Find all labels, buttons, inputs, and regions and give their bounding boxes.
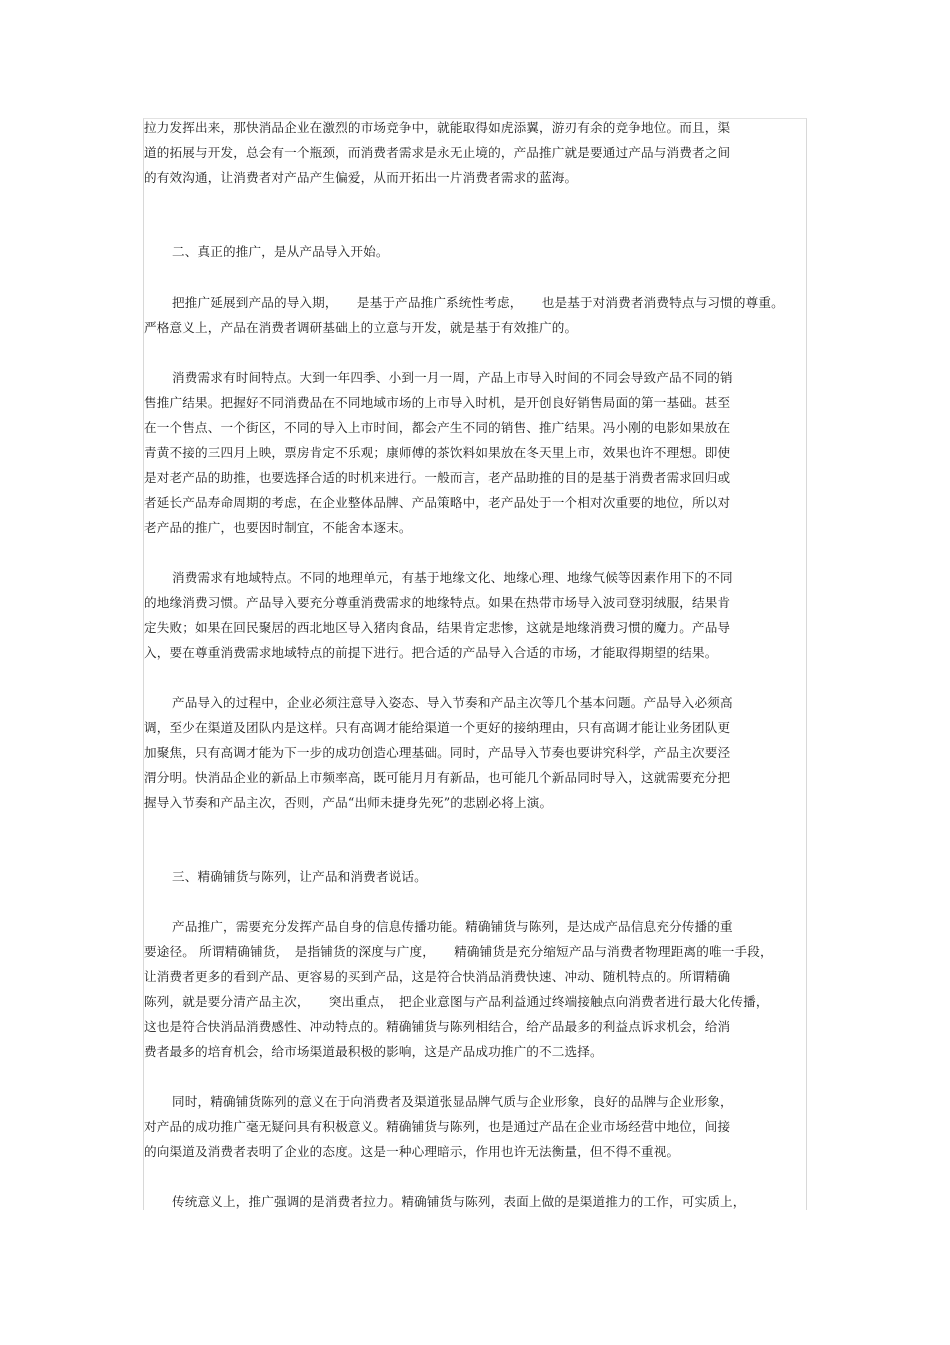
paragraph-line: 握导入节奏和产品主次，否则，产品“出师未捷身先死”的悲剧必将上演。 [144,795,553,810]
paragraph-line: 传统意义上，推广强调的是消费者拉力。精确铺货与陈列，表面上做的是渠道推力的工作，可实质上， [172,1194,746,1209]
paragraph-line: 入，要在尊重消费需求地域特点的前提下进行。把合适的产品导入合适的市场，才能取得期望的结果。 [144,645,718,660]
paragraph-line: 消费需求有时间特点。大到一年四季、小到一月一周，产品上市导入时间的不同会导致产品不同的销 [172,370,733,385]
paragraph-line: 定失败；如果在回民聚居的西北地区导入猪肉食品，结果肯定悲惨，这就是地缘消费习惯的魔力。产品导 [144,620,731,635]
paragraph-line: 调，至少在渠道及团队内是这样。只有高调才能给渠道一个更好的接纳理由，只有高调才能让业务团队更 [144,720,731,735]
paragraph-line: 产品推广，需要充分发挥产品自身的信息传播功能。精确铺货与陈列，是达成产品信息充分传播的重 [172,919,733,934]
paragraph-line: 的有效沟通，让消费者对产品产生偏爱，从而开拓出一片消费者需求的蓝海。 [144,170,578,185]
paragraph-line: 是对老产品的助推，也要选择合适的时机来进行。一般而言，老产品助推的目的是基于消费者需求回归或 [144,470,731,485]
section-heading: 二、真正的推广，是从产品导入开始。 [172,244,389,259]
paragraph-line: 拉力发挥出来，那快消品企业在激烈的市场竞争中，就能取得如虎添翼，游刃有余的竞争地位。而且，渠 [144,120,731,135]
section-heading: 三、精确铺货与陈列，让产品和消费者说话。 [172,869,427,884]
paragraph-line: 的向渠道及消费者表明了企业的态度。这是一种心理暗示，作用也许无法衡量，但不得不重视。 [144,1144,680,1159]
paragraph-line: 严格意义上，产品在消费者调研基础上的立意与开发，就是基于有效推广的。 [144,320,578,335]
paragraph-line: 的地缘消费习惯。产品导入要充分尊重消费需求的地缘特点。如果在热带市场导入波司登羽绒服，结果肯 [144,595,731,610]
paragraph-line: 让消费者更多的看到产品、更容易的买到产品，这是符合快消品消费快速、冲动、随机特点的。所谓精确 [144,969,731,984]
paragraph-line: 产品导入的过程中，企业必须注意导入姿态、导入节奏和产品主次等几个基本问题。产品导入必须高 [172,695,733,710]
paragraph-line: 同时，精确铺货陈列的意义在于向消费者及渠道张显品牌气质与企业形象，良好的品牌与企业形象， [172,1094,733,1109]
paragraph-line: 这也是符合快消品消费感性、冲动特点的。精确铺货与陈列相结合，给产品最多的利益点诉求机会，给消 [144,1019,731,1034]
paragraph-line: 在一个售点、一个街区，不同的导入上市时间，都会产生不同的销售、推广结果。冯小刚的电影如果放在 [144,420,731,435]
paragraph-line: 者延长产品寿命周期的考虑，在企业整体品牌、产品策略中，老产品处于一个相对次重要的地位，所以对 [144,495,731,510]
paragraph-line: 陈列，就是要分清产品主次， 突出重点， 把企业意图与产品利益通过终端接触点向消费者进行最大化传播， [144,994,769,1009]
paragraph-line: 老产品的推广，也要因时制宜，不能舍本逐末。 [144,520,412,535]
paragraph-line: 把推广延展到产品的导入期， 是基于产品推广系统性考虑， 也是基于对消费者消费特点与习惯的尊重。 [172,295,784,310]
paragraph-line: 费者最多的培育机会，给市场渠道最积极的影响，这是产品成功推广的不二选择。 [144,1044,603,1059]
paragraph-line: 加聚焦，只有高调才能为下一步的成功创造心理基础。同时，产品导入节奏也要讲究科学，产品主次要泾 [144,745,731,760]
paragraph-line: 渭分明。快消品企业的新品上市频率高，既可能月月有新品，也可能几个新品同时导入，这就需要充分把 [144,770,731,785]
paragraph-line: 青黄不接的三四月上映，票房肯定不乐观；康师傅的茶饮料如果放在冬天里上市，效果也许不理想。即使 [144,445,731,460]
paragraph-line: 消费需求有地域特点。不同的地理单元，有基于地缘文化、地缘心理、地缘气候等因素作用下的不同 [172,570,733,585]
paragraph-line: 道的拓展与开发，总会有一个瓶颈，而消费者需求是永无止境的，产品推广就是要通过产品与消费者之间 [144,145,731,160]
paragraph-line: 要途径。 所谓精确铺货， 是指铺货的深度与广度， 精确铺货是充分缩短产品与消费者物理距离的唯一手段， [144,944,773,959]
paragraph-line: 对产品的成功推广毫无疑问具有积极意义。精确铺货与陈列，也是通过产品在企业市场经营中地位，间接 [144,1119,731,1134]
paragraph-line: 售推广结果。把握好不同消费品在不同地域市场的上市导入时机，是开创良好销售局面的第一基础。甚至 [144,395,731,410]
